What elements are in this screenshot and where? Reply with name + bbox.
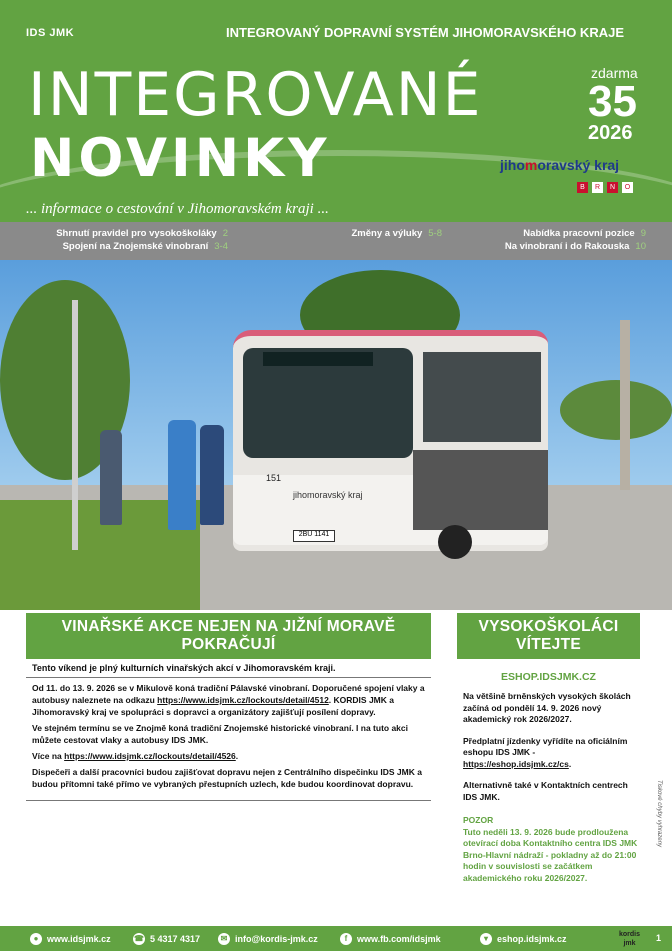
article-intro: Tento víkend je plný kulturních vinařských akcí v Jihomoravském kraji.	[26, 659, 431, 678]
region-logo-pre: jiho	[500, 157, 525, 173]
masthead	[0, 0, 672, 222]
cover-photo	[0, 260, 672, 610]
photo-person	[100, 430, 122, 525]
bus-destination-sign	[263, 352, 373, 366]
photo-person	[200, 425, 224, 525]
kordis-logo-sub: jmk	[623, 940, 636, 947]
tagline: ... informace o cestování v Jihomoravském kraji ...	[26, 201, 329, 217]
photo-pole	[620, 320, 630, 490]
toc-page: 2	[222, 228, 228, 239]
page-number: 1	[656, 933, 662, 943]
paragraph-text: Více na	[32, 751, 65, 761]
title-line-2: NOVINKY	[30, 128, 331, 189]
region-logo-post: oravský kraj	[537, 157, 620, 173]
paragraph-text: Předplatní jízdenky vyřídíte na oficiálním eshopu IDS JMK -	[463, 735, 628, 757]
print-errors-note: Tiskové chyby vyhrazeny	[656, 780, 662, 847]
bus-plate: 2BU 1141	[293, 530, 335, 542]
toc-page: 10	[635, 241, 646, 252]
footer-email[interactable]	[218, 933, 318, 945]
toc-label: Změny a výluky	[351, 228, 423, 239]
lockout-link-4512[interactable]: https://www.idsjmk.cz/lockouts/detail/4512	[157, 695, 329, 705]
brno-letter: O	[622, 182, 633, 193]
footer-phone[interactable]	[133, 933, 200, 945]
article-body	[26, 678, 431, 798]
toc-item[interactable]	[340, 227, 442, 240]
price-label: zdarma	[591, 65, 638, 81]
issue-year: 2026	[588, 122, 633, 144]
paragraph	[463, 736, 638, 771]
toc-item[interactable]	[490, 227, 646, 240]
phone-icon: ☎	[134, 934, 144, 943]
toc-item[interactable]	[24, 227, 228, 240]
paragraph-text: Od 11. do 13. 9. 2026 se v Mikulově koná tradiční Pálavské vinobraní. Doporučené spojení vlaky a autobusy naleznete na odkazu	[32, 683, 425, 705]
paragraph-text: .	[235, 751, 239, 761]
title-line-1: INTEGROVANÉ	[28, 60, 483, 130]
notice-text: Tuto neděli 13. 9. 2026 bude prodloužena otevírací doba Kontaktního centra IDS JMK Brno-Hlavní nádraží - pokladny až do 21:00 hodin v souvislosti se začátkem akademického roku 2026/2027.	[463, 826, 638, 883]
bus-route-number: 151	[266, 473, 282, 483]
brno-letter: R	[592, 182, 603, 193]
photo-person	[168, 420, 196, 530]
footer-eshop-text: eshop.idsjmk.cz	[497, 934, 567, 944]
footer-facebook-text: www.fb.com/idsjmk	[357, 934, 441, 944]
toc-label: Spojení na Znojemské vinobraní	[62, 241, 209, 252]
notice-label: POZOR	[463, 815, 494, 825]
photo-pole	[72, 300, 78, 550]
paragraph-text: . KORDIS JMK a Jihomoravský kraj ve spolupráci s dopravci a organizátory zajišťují posílení dopravy.	[32, 695, 394, 717]
footer-eshop[interactable]	[480, 933, 567, 945]
mail-icon: ✉	[218, 933, 230, 945]
footer-web[interactable]	[30, 933, 111, 945]
bus-image	[233, 330, 548, 560]
region-logo-mid: m	[524, 157, 538, 173]
toc-column-3	[490, 227, 646, 253]
footer-facebook[interactable]	[340, 933, 441, 945]
brno-letter: B	[577, 182, 588, 193]
article-body	[457, 683, 640, 803]
kordis-logo-text: kordis	[619, 931, 641, 938]
divider	[26, 800, 431, 801]
eshop-url-link[interactable]: https://eshop.idsjmk.cz/cs	[463, 758, 569, 769]
toc-item[interactable]	[490, 240, 646, 253]
footer	[0, 926, 672, 951]
toc-page: 3-4	[214, 241, 228, 252]
bus-wheel	[438, 525, 472, 559]
article-title: VYSOKOŠKOLÁCI VÍTEJTE	[457, 613, 640, 659]
toc-column-1	[24, 227, 228, 253]
footer-email-text: info@kordis-jmk.cz	[235, 934, 318, 944]
paragraph: Ve stejném termínu se ve Znojmě koná tradiční Znojemské historické vinobraní. I na tuto akci můžete cestovat vlaky a autobusy IDS JMK.	[32, 723, 409, 745]
paragraph: Na většině brněnských vysokých školách začíná od pondělí 14. 9. 2026 nový akademický rok 2026/2027.	[463, 691, 631, 724]
paragraph: Dispečeři a další pracovníci budou zajišťovat dopravu nejen z Centrálního dispečinku IDS JMK a budou přítomni také přímo ve vybraných přestupních uzlech, kde budou koordinovat dopravu.	[32, 767, 422, 789]
article-title: VINAŘSKÉ AKCE NEJEN NA JIŽNÍ MORAVĚ POKRAČUJÍ	[26, 613, 431, 659]
region-logo[interactable]	[500, 157, 619, 173]
bus-side-windows	[423, 352, 541, 442]
footer-phone-text: 5 4317 4317	[150, 934, 201, 944]
toc-label: Na vinobraní i do Rakouska	[504, 241, 630, 252]
table-of-contents	[0, 222, 672, 260]
photo-tree	[560, 380, 672, 440]
system-name: INTEGROVANÝ DOPRAVNÍ SYSTÉM JIHOMORAVSKÉHO KRAJE	[226, 25, 624, 40]
toc-column-2	[340, 227, 442, 240]
toc-page: 9	[640, 228, 646, 239]
paragraph	[32, 682, 425, 718]
footer-web-text: www.idsjmk.cz	[47, 934, 111, 944]
paragraph	[32, 750, 425, 762]
toc-label: Nabídka pracovní pozice	[523, 228, 635, 239]
eshop-link[interactable]: ESHOP.IDSJMK.CZ	[501, 671, 596, 683]
brno-logo	[577, 182, 633, 193]
toc-page: 5-8	[428, 228, 442, 239]
cart-icon: ▾	[480, 933, 492, 945]
notice	[457, 815, 640, 884]
kordis-logo[interactable]	[619, 930, 640, 948]
toc-label: Shrnutí pravidel pro vysokoškoláky	[56, 228, 217, 239]
toc-item[interactable]	[24, 240, 228, 253]
brno-letter: N	[607, 182, 618, 193]
paragraph-text: .	[568, 758, 572, 769]
lockout-link-4526[interactable]: https://www.idsjmk.cz/lockouts/detail/4526	[64, 751, 236, 761]
bus-lower-dark	[413, 450, 548, 530]
bus-brand: jihomoravský kraj	[293, 490, 363, 500]
paragraph: Alternativně také v Kontaktních centrech IDS JMK.	[463, 780, 628, 802]
facebook-icon: f	[340, 933, 352, 945]
article-vysokoskolaci	[457, 613, 640, 884]
ids-jmk-logo[interactable]: IDS JMK	[26, 27, 75, 39]
article-vinarske-akce	[26, 613, 431, 801]
globe-icon: ●	[30, 933, 42, 945]
issue-number: 35	[588, 77, 637, 126]
